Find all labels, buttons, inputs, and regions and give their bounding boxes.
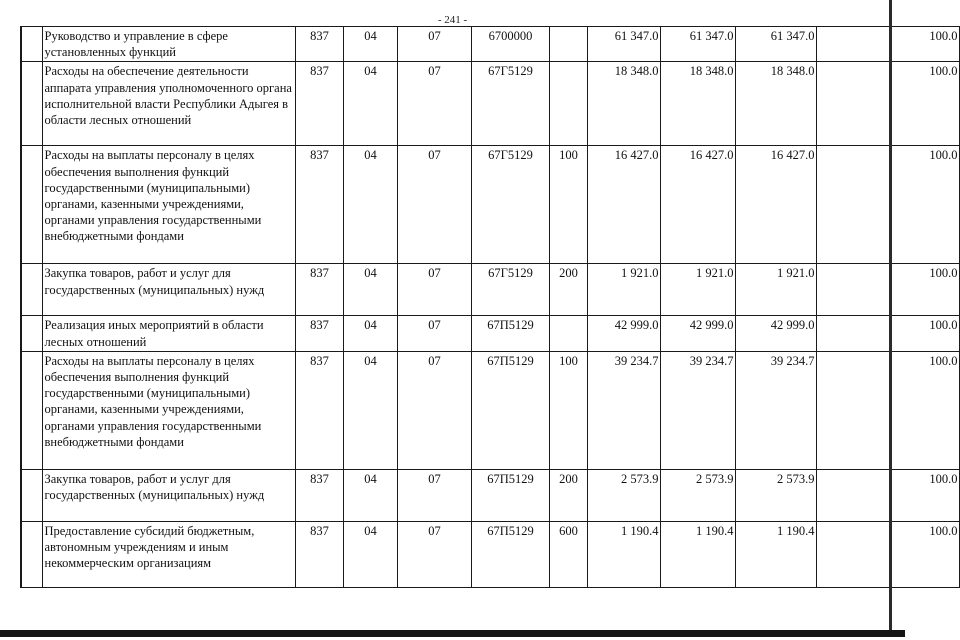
- subsection-code: 07: [397, 316, 471, 351]
- percent-value: 100.0: [816, 351, 959, 469]
- section-code: 04: [343, 469, 397, 521]
- row-name: Закупка товаров, работ и услуг для государственных (муниципальных) нужд: [42, 469, 295, 521]
- amount-3: 2 573.9: [735, 469, 816, 521]
- percent-value: 100.0: [816, 521, 959, 587]
- amount-3: 61 347.0: [735, 27, 816, 62]
- subsection-code: 07: [397, 351, 471, 469]
- row-margin-cell: [21, 351, 42, 469]
- row-name: Предоставление субсидий бюджетным, автономным учреждениям и иным некоммерческим организациям: [42, 521, 295, 587]
- row-margin-cell: [21, 264, 42, 316]
- row-name: Реализация иных мероприятий в области лесных отношений: [42, 316, 295, 351]
- table-row: [21, 264, 959, 316]
- amount-2: 39 234.7: [660, 351, 735, 469]
- expense-type-code: [549, 27, 587, 62]
- ved-code: 837: [295, 521, 343, 587]
- target-article-code: 67П5129: [471, 469, 549, 521]
- expense-type-code: 200: [549, 469, 587, 521]
- section-code: 04: [343, 316, 397, 351]
- subsection-code: 07: [397, 27, 471, 62]
- amount-2: 61 347.0: [660, 27, 735, 62]
- percent-value: 100.0: [816, 146, 959, 264]
- section-code: 04: [343, 521, 397, 587]
- row-name: Расходы на выплаты персоналу в целях обеспечения выполнения функций государственными (муниципальными) органами, казенными учреждениями, органами управления государственными внебюджетными фондами: [42, 351, 295, 469]
- amount-3: 1 190.4: [735, 521, 816, 587]
- row-name: Руководство и управление в сфере установленных функций: [42, 27, 295, 62]
- row-margin-cell: [21, 316, 42, 351]
- row-name: Расходы на выплаты персоналу в целях обеспечения выполнения функций государственными (муниципальными) органами, казенными учреждениями, органами управления государственными внебюджетными фондами: [42, 146, 295, 264]
- table-row: [21, 316, 959, 351]
- table-row: [21, 469, 959, 521]
- amount-3: 39 234.7: [735, 351, 816, 469]
- expense-type-code: 100: [549, 351, 587, 469]
- section-code: 04: [343, 27, 397, 62]
- ved-code: 837: [295, 469, 343, 521]
- amount-1: 16 427.0: [587, 146, 660, 264]
- subsection-code: 07: [397, 146, 471, 264]
- percent-value: 100.0: [816, 27, 959, 62]
- percent-value: 100.0: [816, 264, 959, 316]
- ved-code: 837: [295, 27, 343, 62]
- target-article-code: 67Г5129: [471, 264, 549, 316]
- table-row: [21, 146, 959, 264]
- row-margin-cell: [21, 27, 42, 62]
- amount-1: 61 347.0: [587, 27, 660, 62]
- table-row: [21, 27, 959, 62]
- target-article-code: 67П5129: [471, 521, 549, 587]
- amount-3: 1 921.0: [735, 264, 816, 316]
- amount-1: 1 190.4: [587, 521, 660, 587]
- target-article-code: 67Г5129: [471, 62, 549, 146]
- target-article-code: 6700000: [471, 27, 549, 62]
- table-row: [21, 62, 959, 146]
- target-article-code: 67Г5129: [471, 146, 549, 264]
- section-code: 04: [343, 264, 397, 316]
- row-margin-cell: [21, 521, 42, 587]
- expense-type-code: 100: [549, 146, 587, 264]
- page-number: - 241 -: [437, 14, 468, 26]
- scan-edge-line: [889, 0, 892, 630]
- row-margin-cell: [21, 62, 42, 146]
- row-name: Закупка товаров, работ и услуг для государственных (муниципальных) нужд: [42, 264, 295, 316]
- expense-type-code: [549, 62, 587, 146]
- amount-2: 16 427.0: [660, 146, 735, 264]
- section-code: 04: [343, 146, 397, 264]
- table-row: [21, 351, 959, 469]
- subsection-code: 07: [397, 521, 471, 587]
- section-code: 04: [343, 351, 397, 469]
- target-article-code: 67П5129: [471, 351, 549, 469]
- subsection-code: 07: [397, 264, 471, 316]
- ved-code: 837: [295, 316, 343, 351]
- amount-3: 18 348.0: [735, 62, 816, 146]
- row-margin-cell: [21, 469, 42, 521]
- ved-code: 837: [295, 146, 343, 264]
- target-article-code: 67П5129: [471, 316, 549, 351]
- amount-2: 1 190.4: [660, 521, 735, 587]
- amount-2: 2 573.9: [660, 469, 735, 521]
- percent-value: 100.0: [816, 469, 959, 521]
- amount-1: 39 234.7: [587, 351, 660, 469]
- amount-3: 42 999.0: [735, 316, 816, 351]
- expense-type-code: [549, 316, 587, 351]
- percent-value: 100.0: [816, 316, 959, 351]
- subsection-code: 07: [397, 62, 471, 146]
- amount-1: 42 999.0: [587, 316, 660, 351]
- ved-code: 837: [295, 351, 343, 469]
- row-name: Расходы на обеспечение деятельности аппарата управления уполномоченного органа исполнительной власти Республики Адыгея в области лесных отношений: [42, 62, 295, 146]
- ved-code: 837: [295, 62, 343, 146]
- amount-2: 42 999.0: [660, 316, 735, 351]
- amount-2: 1 921.0: [660, 264, 735, 316]
- expense-type-code: 600: [549, 521, 587, 587]
- amount-1: 2 573.9: [587, 469, 660, 521]
- amount-3: 16 427.0: [735, 146, 816, 264]
- scan-bottom-bar: [0, 630, 905, 637]
- percent-value: 100.0: [816, 62, 959, 146]
- subsection-code: 07: [397, 469, 471, 521]
- table-row: [21, 521, 959, 587]
- budget-table: [20, 26, 960, 588]
- amount-1: 1 921.0: [587, 264, 660, 316]
- amount-2: 18 348.0: [660, 62, 735, 146]
- ved-code: 837: [295, 264, 343, 316]
- amount-1: 18 348.0: [587, 62, 660, 146]
- row-margin-cell: [21, 146, 42, 264]
- section-code: 04: [343, 62, 397, 146]
- expense-type-code: 200: [549, 264, 587, 316]
